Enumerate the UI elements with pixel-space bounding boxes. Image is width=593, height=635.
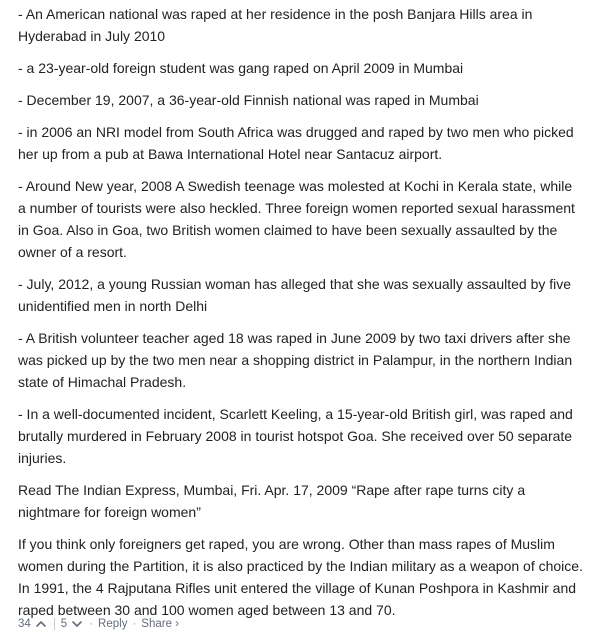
comment-body — [18, 0, 583, 631]
comment-paragraph: - In a well-documented incident, Scarlett Keeling, a 15-year-old British girl, was raped and brutally murdered in February 2008 in tourist hotspot Goa. She received over 50 separate injuries. — [18, 406, 573, 466]
comment-paragraph: Read The Indian Express, Mumbai, Fri. Apr. 17, 2009 “Rape after rape turns city a nightmare for foreign women” — [18, 482, 526, 520]
comment-footer — [18, 614, 179, 634]
footer-separator: · — [89, 618, 94, 630]
comment-paragraph: - An American national was raped at her residence in the posh Banjara Hills area in Hyderabad in July 2010 — [18, 6, 533, 44]
chevron-down-icon[interactable] — [70, 617, 84, 631]
footer-separator: · — [132, 618, 137, 630]
share-link[interactable]: Share › — [141, 618, 180, 630]
comment-paragraph: - a 23-year-old foreign student was gang raped on April 2009 in Mumbai — [18, 60, 464, 76]
chevron-up-icon[interactable] — [34, 617, 48, 631]
upvote-count: 34 — [18, 618, 31, 630]
comment-paragraph: - in 2006 an NRI model from South Africa was drugged and raped by two men who picked her up from a pub at Bawa International Hotel near Santacuz airport. — [18, 124, 574, 162]
comment-paragraph: - December 19, 2007, a 36-year-old Finnish national was raped in Mumbai — [18, 92, 479, 108]
comment-paragraph: - July, 2012, a young Russian woman has alleged that she was sexually assaulted by five unidentified men in north Delhi — [18, 276, 572, 314]
comment-paragraph: - Around New year, 2008 A Swedish teenage was molested at Kochi in Kerala state, while a number of tourists were also heckled. Three foreign women reported sexual harassment in Goa. Also in Goa, two British women claimed to have been sexually assaulted by the owner of a resort. — [18, 178, 575, 260]
comment-paragraph: If you think only foreigners get raped, you are wrong. Other than mass rapes of Muslim women during the Partition, it is also practiced by the Indian military as a weapon of choice. In 1991, the 4 Rajputana Rifles unit entered the village of Kunan Poshpora in Kashmir and raped between 30 and 100 women aged between 13 and 70. — [18, 536, 583, 618]
downvote-count: 5 — [60, 618, 68, 630]
vote-divider — [54, 618, 55, 630]
comment-paragraph: - A British volunteer teacher aged 18 was raped in June 2009 by two taxi drivers after she was picked up by the two men near a shopping district in Palampur, in the northern Indian state of Himachal Pradesh. — [18, 330, 573, 390]
reply-link[interactable]: Reply — [98, 618, 128, 630]
